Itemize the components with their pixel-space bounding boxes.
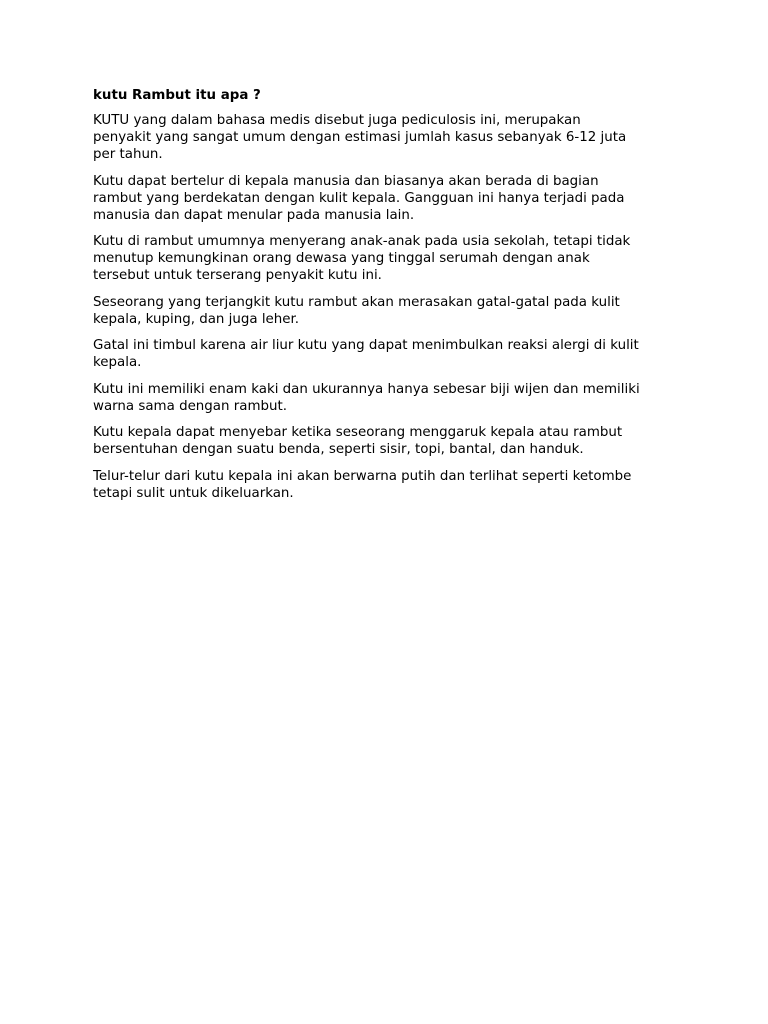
document-title: kutu Rambut itu apa ?	[93, 88, 261, 103]
paragraph-children: Kutu di rambut umumnya menyerang anak-anak pada usia sekolah, tetapi tidak menutup kemungkinan orang dewasa yang tinggal serumah dengan anak tersebut untuk terserang penyakit kutu ini.	[93, 234, 631, 283]
paragraph-definition: KUTU yang dalam bahasa medis disebut juga pediculosis ini, merupakan penyakit yang sangat umum dengan estimasi jumlah kasus sebanyak 6-12 juta per tahun.	[93, 113, 627, 162]
paragraph-eggs-appearance: Telur-telur dari kutu kepala ini akan berwarna putih dan terlihat seperti ketombe tetapi sulit untuk dikeluarkan.	[93, 468, 632, 501]
paragraph-itch-cause: Gatal ini timbul karena air liur kutu yang dapat menimbulkan reaksi alergi di kulit kepala.	[93, 338, 639, 370]
paragraph-appearance: Kutu ini memiliki enam kaki dan ukurannya hanya sebesar biji wijen dan memiliki warna sama dengan rambut.	[93, 381, 640, 414]
document-page	[93, 87, 683, 511]
paragraph-eggs-location: Kutu dapat bertelur di kepala manusia dan biasanya akan berada di bagian rambut yang berdekatan dengan kulit kepala. Gangguan ini hanya terjadi pada manusia dan dapat menular pada manusia lain.	[93, 173, 625, 223]
paragraph-spread: Kutu kepala dapat menyebar ketika seseorang menggaruk kepala atau rambut bersentuhan dengan suatu benda, seperti sisir, topi, bantal, dan handuk.	[93, 425, 623, 457]
paragraph-symptoms: Seseorang yang terjangkit kutu rambut akan merasakan gatal-gatal pada kulit kepala, kuping, dan juga leher.	[93, 294, 620, 327]
